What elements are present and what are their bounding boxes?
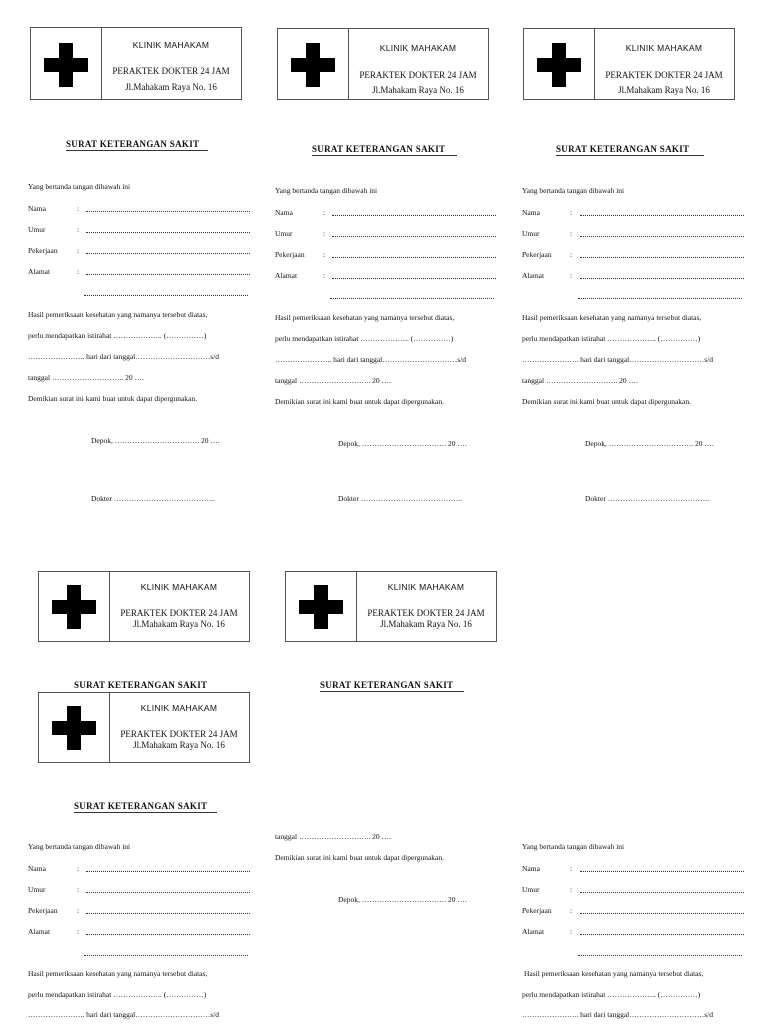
clinic-subtitle: PERAKTEK DOKTER 24 JAM: [605, 70, 723, 80]
label-nama: Nama: [522, 208, 540, 217]
clinic-subtitle: PERAKTEK DOKTER 24 JAM: [120, 608, 238, 618]
clinic-address: Jl.Mahakam Raya No. 16: [125, 82, 217, 92]
nama-field[interactable]: [580, 215, 744, 216]
clinic-header-6: [38, 692, 250, 763]
label-nama: Nama: [28, 864, 46, 873]
clinic-name: KLINIK MAHAKAM: [379, 43, 457, 53]
colon: :: [570, 885, 573, 894]
alamat-field-2[interactable]: [578, 298, 742, 299]
label-nama: Nama: [28, 204, 46, 213]
alamat-field-2[interactable]: [84, 295, 248, 296]
medical-cross-logo: [39, 572, 110, 641]
pekerjaan-field[interactable]: [580, 913, 744, 914]
form-title-4: SURAT KETERANGAN SAKIT: [74, 680, 208, 690]
colon: :: [570, 864, 573, 873]
cross-icon: [291, 43, 335, 87]
alamat-field[interactable]: [580, 934, 744, 935]
place-date: Depok, ……………………………. 20 ….: [585, 439, 714, 448]
medical-cross-logo: [286, 572, 357, 641]
medical-cross-logo: [31, 28, 102, 99]
intro-text: Yang bertanda tangan dibawah ini: [275, 186, 378, 195]
alamat-field[interactable]: [332, 278, 496, 279]
umur-field[interactable]: [332, 236, 496, 237]
closing-text: Demikian surat ini kami buat untuk dapat dipergunakan.: [522, 397, 691, 406]
place-date: Depok, ……………………………. 20 ….: [338, 895, 467, 904]
label-alamat: Alamat: [522, 927, 545, 936]
doctor-signature: Dokter …………………………………..: [585, 494, 709, 503]
intro-text: Yang bertanda tangan dibawah ini: [522, 186, 625, 195]
alamat-field[interactable]: [580, 278, 744, 279]
form-title-3: SURAT KETERANGAN SAKIT: [556, 144, 704, 156]
colon: :: [323, 208, 326, 217]
clinic-subtitle: PERAKTEK DOKTER 24 JAM: [359, 70, 477, 80]
clinic-name: KLINIK MAHAKAM: [132, 40, 210, 50]
medical-cross-logo: [278, 29, 349, 99]
clinic-header-1: [30, 27, 242, 100]
umur-field[interactable]: [86, 232, 250, 233]
date-text: tanggal ……………………….. 20 ….: [522, 376, 638, 385]
label-pekerjaan: Pekerjaan: [275, 250, 305, 259]
clinic-address: Jl.Mahakam Raya No. 16: [133, 740, 225, 750]
label-nama: Nama: [275, 208, 293, 217]
clinic-name: KLINIK MAHAKAM: [625, 43, 703, 53]
colon: :: [77, 906, 80, 915]
colon: :: [323, 271, 326, 280]
label-umur: Umur: [522, 229, 540, 238]
label-umur: Umur: [28, 885, 46, 894]
nama-field[interactable]: [86, 211, 250, 212]
closing-text: Demikian surat ini kami buat untuk dapat dipergunakan.: [275, 853, 444, 862]
form-title-1: SURAT KETERANGAN SAKIT: [66, 139, 208, 151]
days-text: ………………….. hari dari tanggal…………………………s/d: [28, 352, 220, 361]
clinic-header-3: [523, 28, 735, 100]
clinic-header-4: [38, 571, 250, 642]
rest-text: perlu mendapatkan istirahat ……………….. (……………): [522, 990, 701, 999]
umur-field[interactable]: [580, 236, 744, 237]
pekerjaan-field[interactable]: [580, 257, 744, 258]
alamat-field[interactable]: [86, 934, 250, 935]
date-text: tanggal ……………………….. 20 ….: [275, 376, 391, 385]
pekerjaan-field[interactable]: [332, 257, 496, 258]
clinic-address: Jl.Mahakam Raya No. 16: [618, 85, 710, 95]
cross-icon: [52, 706, 96, 750]
clinic-address: Jl.Mahakam Raya No. 16: [372, 85, 464, 95]
alamat-field-2[interactable]: [330, 298, 494, 299]
date-text: tanggal ……………………….. 20 ….: [275, 832, 391, 841]
intro-text: Yang bertanda tangan dibawah ini: [28, 842, 131, 851]
place-date: Depok, ……………………………. 20 ….: [91, 436, 220, 445]
cross-icon: [52, 585, 96, 629]
days-text: ………………….. hari dari tanggal…………………………s/d: [522, 355, 714, 364]
closing-text: Demikian surat ini kami buat untuk dapat dipergunakan.: [275, 397, 444, 406]
days-text: ………………….. hari dari tanggal…………………………s/d: [28, 1010, 220, 1019]
colon: :: [570, 208, 573, 217]
clinic-name: KLINIK MAHAKAM: [387, 582, 465, 592]
label-alamat: Alamat: [28, 927, 51, 936]
cross-icon: [44, 43, 88, 87]
form-title-6: SURAT KETERANGAN SAKIT: [74, 801, 217, 813]
nama-field[interactable]: [86, 871, 250, 872]
colon: :: [77, 204, 80, 213]
cross-icon: [537, 43, 581, 87]
clinic-subtitle: PERAKTEK DOKTER 24 JAM: [112, 66, 230, 76]
label-alamat: Alamat: [275, 271, 298, 280]
result-text: Hasil pemeriksaan kesehatan yang namanya tersebut diatas,: [275, 313, 455, 322]
medical-cross-logo: [39, 693, 110, 762]
clinic-header-5: [285, 571, 497, 642]
colon: :: [570, 271, 573, 280]
intro-text: Yang bertanda tangan dibawah ini: [522, 842, 625, 851]
closing-text: Demikian surat ini kami buat untuk dapat dipergunakan.: [28, 394, 197, 403]
umur-field[interactable]: [86, 892, 250, 893]
pekerjaan-field[interactable]: [86, 913, 250, 914]
clinic-name: KLINIK MAHAKAM: [140, 703, 218, 713]
label-pekerjaan: Pekerjaan: [522, 250, 552, 259]
label-pekerjaan: Pekerjaan: [28, 246, 58, 255]
colon: :: [570, 250, 573, 259]
colon: :: [77, 885, 80, 894]
form-title-2: SURAT KETERANGAN SAKIT: [312, 144, 457, 156]
colon: :: [570, 927, 573, 936]
alamat-field[interactable]: [86, 274, 250, 275]
label-umur: Umur: [28, 225, 46, 234]
label-nama: Nama: [522, 864, 540, 873]
result-text: Hasil pemeriksaan kesehatan yang namanya tersebut diatas,: [28, 969, 208, 978]
form-title-5: SURAT KETERANGAN SAKIT: [320, 680, 464, 692]
nama-field[interactable]: [580, 871, 744, 872]
colon: :: [323, 229, 326, 238]
label-pekerjaan: Pekerjaan: [28, 906, 58, 915]
rest-text: perlu mendapatkan istirahat ……………….. (……………): [275, 334, 454, 343]
days-text: ………………….. hari dari tanggal…………………………s/d: [522, 1010, 714, 1019]
label-alamat: Alamat: [522, 271, 545, 280]
rest-text: perlu mendapatkan istirahat ……………….. (……………): [522, 334, 701, 343]
colon: :: [77, 267, 80, 276]
date-text: tanggal ……………………….. 20 ….: [28, 373, 144, 382]
place-date: Depok, ……………………………. 20 ….: [338, 439, 467, 448]
colon: :: [570, 229, 573, 238]
result-text: Hasil pemeriksaan kesehatan yang namanya tersebut diatas,: [522, 313, 702, 322]
clinic-name: KLINIK MAHAKAM: [140, 582, 218, 592]
rest-text: perlu mendapatkan istirahat ……………….. (……………): [28, 331, 207, 340]
label-umur: Umur: [275, 229, 293, 238]
doctor-signature: Dokter …………………………………..: [91, 494, 215, 503]
clinic-subtitle: PERAKTEK DOKTER 24 JAM: [367, 608, 485, 618]
days-text: ………………….. hari dari tanggal…………………………s/d: [275, 355, 467, 364]
colon: :: [77, 225, 80, 234]
alamat-field-2[interactable]: [84, 955, 248, 956]
intro-text: Yang bertanda tangan dibawah ini: [28, 182, 131, 191]
label-umur: Umur: [522, 885, 540, 894]
clinic-subtitle: PERAKTEK DOKTER 24 JAM: [120, 729, 238, 739]
clinic-address: Jl.Mahakam Raya No. 16: [380, 619, 472, 629]
colon: :: [323, 250, 326, 259]
colon: :: [77, 864, 80, 873]
umur-field[interactable]: [580, 892, 744, 893]
doctor-signature: Dokter …………………………………..: [338, 494, 462, 503]
cross-icon: [299, 585, 343, 629]
result-text: Hasil pemeriksaan kesehatan yang namanya tersebut diatas,: [524, 969, 704, 978]
label-pekerjaan: Pekerjaan: [522, 906, 552, 915]
alamat-field-2[interactable]: [578, 955, 742, 956]
pekerjaan-field[interactable]: [86, 253, 250, 254]
label-alamat: Alamat: [28, 267, 51, 276]
clinic-header-2: [277, 28, 489, 100]
colon: :: [77, 246, 80, 255]
colon: :: [570, 906, 573, 915]
nama-field[interactable]: [332, 215, 496, 216]
medical-cross-logo: [524, 29, 595, 99]
rest-text: perlu mendapatkan istirahat ……………….. (……………): [28, 990, 207, 999]
result-text: Hasil pemeriksaan kesehatan yang namanya tersebut diatas,: [28, 310, 208, 319]
colon: :: [77, 927, 80, 936]
clinic-address: Jl.Mahakam Raya No. 16: [133, 619, 225, 629]
